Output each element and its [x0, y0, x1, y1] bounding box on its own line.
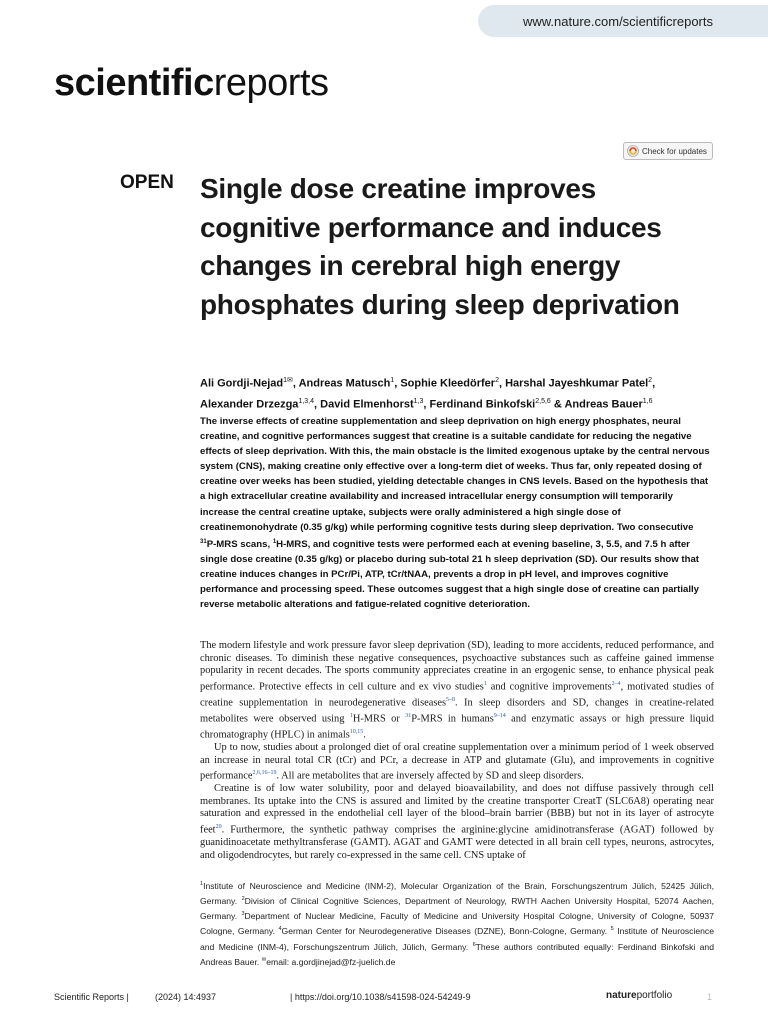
- check-updates-icon: [627, 145, 639, 157]
- logo-light: reports: [213, 62, 329, 104]
- journal-logo: [54, 64, 329, 102]
- page-footer: [0, 988, 768, 1008]
- body-paragraph: The modern lifestyle and work pressure favor sleep deprivation (SD), leading to more accidents, reduced performance, and chronic diseases. To diminish these negative consequences, psychoactive substances such as caffeine gained immense popularity in recent decades. The sports community appreciates creatine in an ergogenic sense, to enhance physical peak performance. Protective effects in cell culture and ex vivo studies$^1$ and cognitive improvements$^{2-4}$, motivated studies of creatine supplementation in neurodegenerative diseases$^{5-8}$. In sleep disorders and SD, changes in creatine-related metabolites were observed using $^1$H-MRS or $^{31}$P-MRS in humans$^{9-14}$ and enzymatic assays or high pressure liquid chromatography (HPLC) in animals$^{10,15}$.: [200, 640, 715, 741]
- article-title: Single dose creatine improves cognitive performance and induces changes in cerebral high energy phosphates during sleep deprivation: [200, 173, 680, 320]
- open-access-label: OPEN: [120, 172, 174, 193]
- footer-doi-link[interactable]: | https://doi.org/10.1038/s41598-024-54249-9: [290, 992, 471, 1002]
- body-text: [200, 640, 714, 862]
- check-updates-label: Check for updates: [642, 146, 707, 156]
- publisher-logo: [606, 990, 672, 1001]
- check-for-updates-button[interactable]: [623, 142, 713, 160]
- publisher-bold: nature: [606, 990, 637, 1001]
- footer-journal: Scientific Reports |: [54, 992, 129, 1002]
- body-paragraph: Up to now, studies about a prolonged diet of oral creatine supplementation over a minimum period of 1 week observed an increase in neural total CR (tCr) and PCr, a decrease in ATP and glutamate (Glu), and improvements in cognitive performance$^{2,6,16-19}$. All are metabolites that are inversely affected by SD and sleep disorders.: [200, 742, 714, 782]
- affiliations: $^1$Institute of Neuroscience and Medicine (INM-2), Molecular Organization of the Brain, Forschungszentrum Jülich, 52425 Jülich, Germany. $^2$Division of Clinical Cognitive Sciences, Department of Neurology, RWTH Aachen University Hospital, 52074 Aachen, Germany. $^3$Department of Nuclear Medicine, Faculty of Medicine and University Hospital Cologne, University of Cologne, 50937 Cologne, Germany. $^4$German Center for Neurodegenerative Diseases (DZNE), Bonn-Cologne, Germany. $^5$ Institute of Neuroscience and Medicine (INM-4), Forschungszentrum Jülich, Jülich, Germany. $^6$These authors contributed equally: Ferdinand Binkofski and Andreas Bauer. ✉email: a.gordjinejad@fz-juelich.de: [200, 880, 715, 967]
- logo-bold: scientific: [54, 62, 214, 104]
- abstract: The inverse effects of creatine supplementation and sleep deprivation on high energy phosphates, neural creatine, and cognitive performances suggest that creatine is a suitable candidate for reducing the negative effects of sleep deprivation. With this, the main obstacle is the limited exogenous uptake by the central nervous system (CNS), making creatine only effective over a long-term diet of weeks. Thus far, only repeated dosing of creatine over weeks has been studied, yielding detectable changes in CNS levels. Based on the hypothesis that a high extracellular creatine availability and increased intracellular energy consumption will temporarily increase the central creatine uptake, subjects were orally administered a high single dose of creatinemonohydrate (0.35 g/kg) while performing cognitive tests during sleep deprivation. Two consecutive $^{31}$P-MRS scans, $^1$H-MRS, and cognitive tests were performed each at evening baseline, 3, 5.5, and 7.5 h after single dose creatine (0.35 g/kg) or placebo during sub-total 21 h sleep deprivation (SD). Our results show that creatine induces changes in PCr/Pi, ATP, tCr/tNAA, prevents a drop in pH level, and improves cognitive performance and processing speed. These outcomes suggest that a high single dose of creatine can partially reverse metabolic alterations and fatigue-related cognitive deterioration.: [200, 416, 710, 611]
- publisher-light: portfolio: [636, 990, 673, 1001]
- page-number: 1: [707, 992, 713, 1002]
- url-bar: [0, 0, 768, 40]
- footer-citation: (2024) 14:4937: [155, 992, 217, 1002]
- author-list: Ali Gordji-Nejad$^{1✉}$, Andreas Matusch$^1$, Sophie Kleedörfer$^2$, Harshal Jayeshkumar Patel$^2$, Alexander Drzezga$^{1,3,4}$, David Elmenhorst$^{1,3}$, Ferdinand Binkofski$^{2,5,6}$ & Andreas Bauer$^{1,6}$: [200, 377, 656, 411]
- journal-url[interactable]: www.nature.com/scientificreports: [522, 14, 713, 29]
- body-paragraph: Creatine is of low water solubility, poor and delayed bioavailability, and does not diffuse passively through cell membranes. Its uptake into the CNS is assured and limited by the creatine transporter CreatT (SLC6A8) operating near saturation and expressed in the endothelial cell layer of the blood–brain barrier (BBB) but not in its layer of astrocyte feet$^{20}$. Furthermore, the synthetic pathway comprises the arginine:glycine amidinotransferase (AGAT) followed by guanidinoacetate methyltransferase (GAMT). AGAT and GAMT were detected in all brain cell types, neurons, astrocytes, and oligodendrocytes, but rarely co-expressed in the same cell. CNS uptake of: [200, 783, 714, 861]
